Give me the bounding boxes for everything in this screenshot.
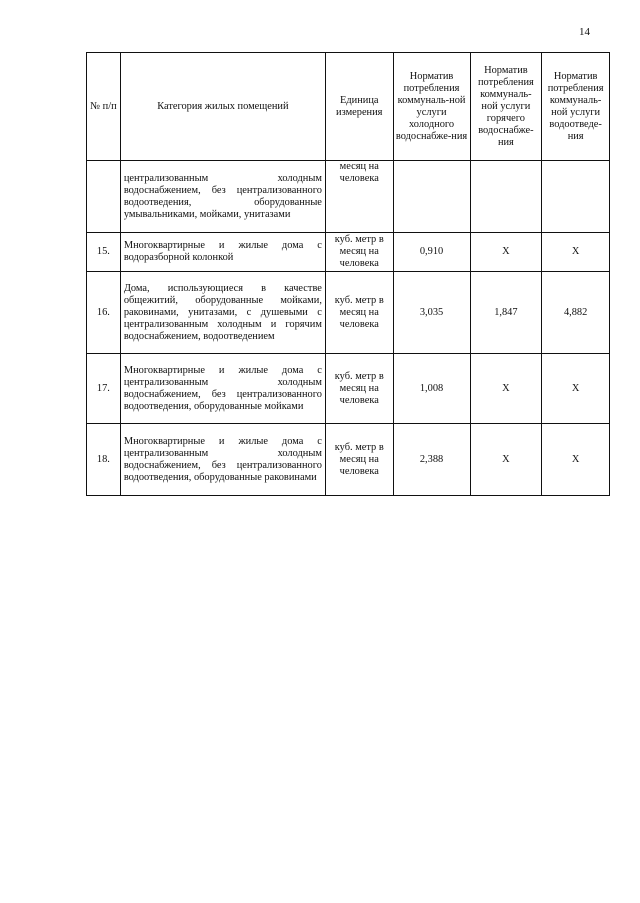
table-row xyxy=(87,354,610,424)
row-cold-value: 2,388 xyxy=(393,424,470,496)
consumption-norms-table xyxy=(86,52,610,496)
row-unit: куб. метр в месяц на человека xyxy=(325,233,393,272)
row-outflow-value: 4,882 xyxy=(542,272,610,354)
row-num: 18. xyxy=(87,424,121,496)
table-header-row xyxy=(87,53,610,161)
row-category: Многоквартирные и жилые дома с централизованным холодным водоснабжением, без централизованного водоотведения, оборудованные мойками xyxy=(120,354,325,424)
row-outflow-value: Х xyxy=(542,233,610,272)
row-outflow-value xyxy=(542,161,610,233)
row-hot-value xyxy=(470,161,542,233)
row-unit: куб. метр в месяц на человека xyxy=(325,272,393,354)
row-category: Дома, использующиеся в качестве общежитий, оборудованные мойками, раковинами, унитазами, с душевыми с централизованным холодным и горячим водоснабжением, водоотведением xyxy=(120,272,325,354)
row-num: 17. xyxy=(87,354,121,424)
row-unit: куб. метр в месяц на человека xyxy=(325,424,393,496)
row-category: Многоквартирные и жилые дома с централизованным холодным водоснабжением, без централизованного водоотведения, оборудованные раковинами xyxy=(120,424,325,496)
header-cold-water-norm: Норматив потребления коммуналь-ной услуги холодного водоснабже-ния xyxy=(393,53,470,161)
header-unit: Единица измерения xyxy=(325,53,393,161)
table-row xyxy=(87,161,610,233)
page-number: 14 xyxy=(579,26,590,38)
row-category: централизованным холодным водоснабжением, без централизованного водоотведения, оборудованные умывальниками, мойками, унитазами xyxy=(120,161,325,233)
row-cold-value: 0,910 xyxy=(393,233,470,272)
table-row xyxy=(87,233,610,272)
table-row xyxy=(87,272,610,354)
row-cold-value: 1,008 xyxy=(393,354,470,424)
header-category: Категория жилых помещений xyxy=(120,53,325,161)
row-hot-value: Х xyxy=(470,354,542,424)
row-num xyxy=(87,161,121,233)
row-num: 16. xyxy=(87,272,121,354)
row-cold-value: 3,035 xyxy=(393,272,470,354)
row-hot-value: 1,847 xyxy=(470,272,542,354)
header-num: № п/п xyxy=(87,53,121,161)
row-num: 15. xyxy=(87,233,121,272)
row-unit: месяц на человека xyxy=(325,161,393,233)
row-hot-value: Х xyxy=(470,424,542,496)
row-unit: куб. метр в месяц на человека xyxy=(325,354,393,424)
row-cold-value xyxy=(393,161,470,233)
header-hot-water-norm: Норматив потребления коммуналь-ной услуги горячего водоснабже-ния xyxy=(470,53,542,161)
row-category: Многоквартирные и жилые дома с водоразборной колонкой xyxy=(120,233,325,272)
row-outflow-value: Х xyxy=(542,424,610,496)
row-hot-value: Х xyxy=(470,233,542,272)
header-outflow-norm: Норматив потребления коммуналь-ной услуги водоотведе-ния xyxy=(542,53,610,161)
row-outflow-value: Х xyxy=(542,354,610,424)
table-row xyxy=(87,424,610,496)
